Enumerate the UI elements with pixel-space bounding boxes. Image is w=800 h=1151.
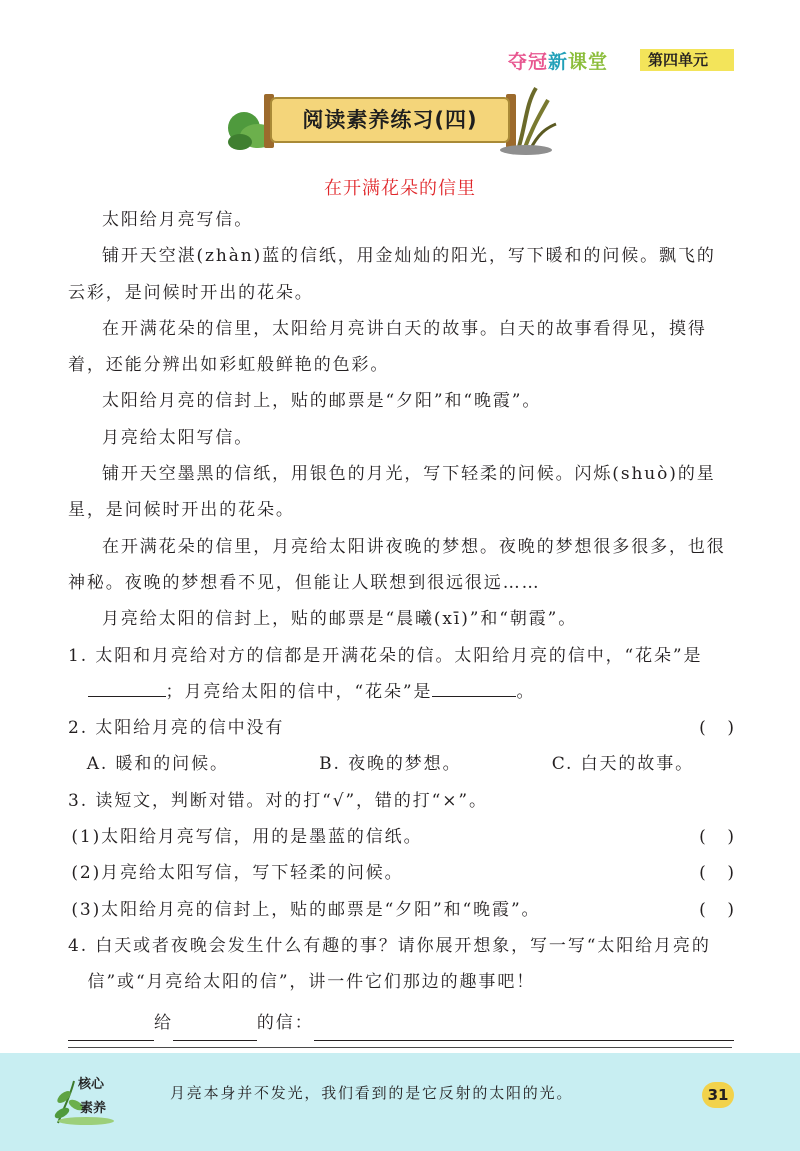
passage-paragraph: 月亮给太阳写信。	[102, 427, 254, 448]
q2-option-b[interactable]: B. 夜晚的梦想。	[319, 754, 462, 775]
passage-paragraph: 铺开天空墨黑的信纸，用银色的月光，写下轻柔的问候。闪烁(shuò)的星星，是问候时开出的花朵。	[68, 464, 716, 521]
passage-paragraph: 月亮给太阳的信封上，贴的邮票是“晨曦(xī)”和“朝霞”。	[102, 609, 578, 630]
brand-part1: 夺冠	[508, 51, 549, 73]
q3-item-paren[interactable]: ( )	[699, 827, 734, 848]
passage-paragraph: 在开满花朵的信里，太阳给月亮讲白天的故事。白天的故事看得见，摸得着，还能分辨出如彩虹般鲜艳的色彩。	[68, 318, 707, 376]
q3-item-3	[68, 892, 734, 928]
q2-options	[68, 746, 734, 782]
q1-text-a: 1. 太阳和月亮给对方的信都是开满花朵的信。太阳给月亮的信中，“花朵”是	[68, 645, 703, 666]
title-banner	[226, 84, 564, 156]
q2-option-c[interactable]: C. 白天的故事。	[551, 754, 694, 775]
q4-writing-line-2[interactable]	[68, 1047, 732, 1048]
q2-option-a[interactable]: A. 暖和的问候。	[86, 754, 229, 775]
q4-blank-to[interactable]	[173, 1018, 257, 1041]
question-4: 4. 白天或者夜晚会发生什么有趣的事？请你展开想象，写一写“太阳给月亮的信”或“月亮给太阳的信”，讲一件它们那边的趣事吧！	[68, 935, 711, 993]
q3-item-text: (2)月亮给太阳写信，写下轻柔的问候。	[71, 863, 404, 884]
q1-blank-1[interactable]	[88, 676, 166, 697]
core-literacy-badge	[50, 1067, 114, 1127]
passage-paragraph: 太阳给月亮写信。	[102, 210, 254, 230]
q4-writing-line-1[interactable]	[314, 1018, 734, 1041]
q3-item-text: (1)太阳给月亮写信，用的是墨蓝的信纸。	[71, 827, 423, 848]
q1-text-b: ；月亮给太阳的信中，“花朵”是	[165, 681, 433, 702]
brand-part2: 新	[548, 51, 569, 73]
banner-title: 阅读素养练习(四)	[302, 108, 478, 132]
passage-paragraph: 铺开天空湛(zhàn)蓝的信纸，用金灿灿的阳光，写下暖和的问候。飘飞的云彩，是问候时开出的花朵。	[68, 246, 716, 303]
badge-line-1: 核心	[78, 1077, 105, 1092]
passage-title: 在开满花朵的信里	[324, 178, 476, 199]
q3-item-2	[68, 855, 734, 891]
passage-paragraph: 太阳给月亮的信封上，贴的邮票是“夕阳”和“晚霞”。	[102, 391, 542, 412]
q4-fill-row	[68, 1005, 734, 1041]
q3-item-paren[interactable]: ( )	[699, 899, 734, 920]
passage-paragraph: 在开满花朵的信里，月亮给太阳讲夜晚的梦想。夜晚的梦想很多很多，也很神秘。夜晚的梦想看不见，但能让人联想到很远很远……	[68, 536, 726, 593]
core-literacy-note: 月亮本身并不发光，我们看到的是它反射的太阳的光。	[170, 1084, 574, 1102]
q4-blank-from[interactable]	[68, 1018, 154, 1041]
q4-letter-text: 的信：	[256, 1012, 314, 1033]
brand-logo	[508, 47, 608, 74]
unit-label: 第四单元	[640, 49, 734, 71]
q1-text-c: 。	[516, 681, 536, 702]
q1-blank-2[interactable]	[432, 676, 516, 697]
q3-item-text: (3)太阳给月亮的信封上，贴的邮票是“夕阳”和“晚霞”。	[71, 899, 541, 920]
footer-band	[0, 1053, 800, 1151]
badge-line-2: 素养	[80, 1101, 107, 1116]
q2-answer-paren[interactable]: ( )	[699, 718, 734, 739]
q2-text: 2. 太阳给月亮的信中没有	[68, 718, 285, 739]
question-3: 3. 读短文，判断对错。对的打“√”，错的打“×”。	[68, 790, 488, 811]
main-content	[68, 202, 734, 1041]
q3-item-1	[68, 819, 734, 855]
q4-give-text: 给	[154, 1012, 173, 1033]
question-1	[68, 638, 734, 711]
question-2	[68, 710, 734, 746]
brand-part3: 课堂	[568, 51, 609, 73]
q3-item-paren[interactable]: ( )	[699, 863, 734, 884]
page-number: 31	[702, 1082, 734, 1108]
